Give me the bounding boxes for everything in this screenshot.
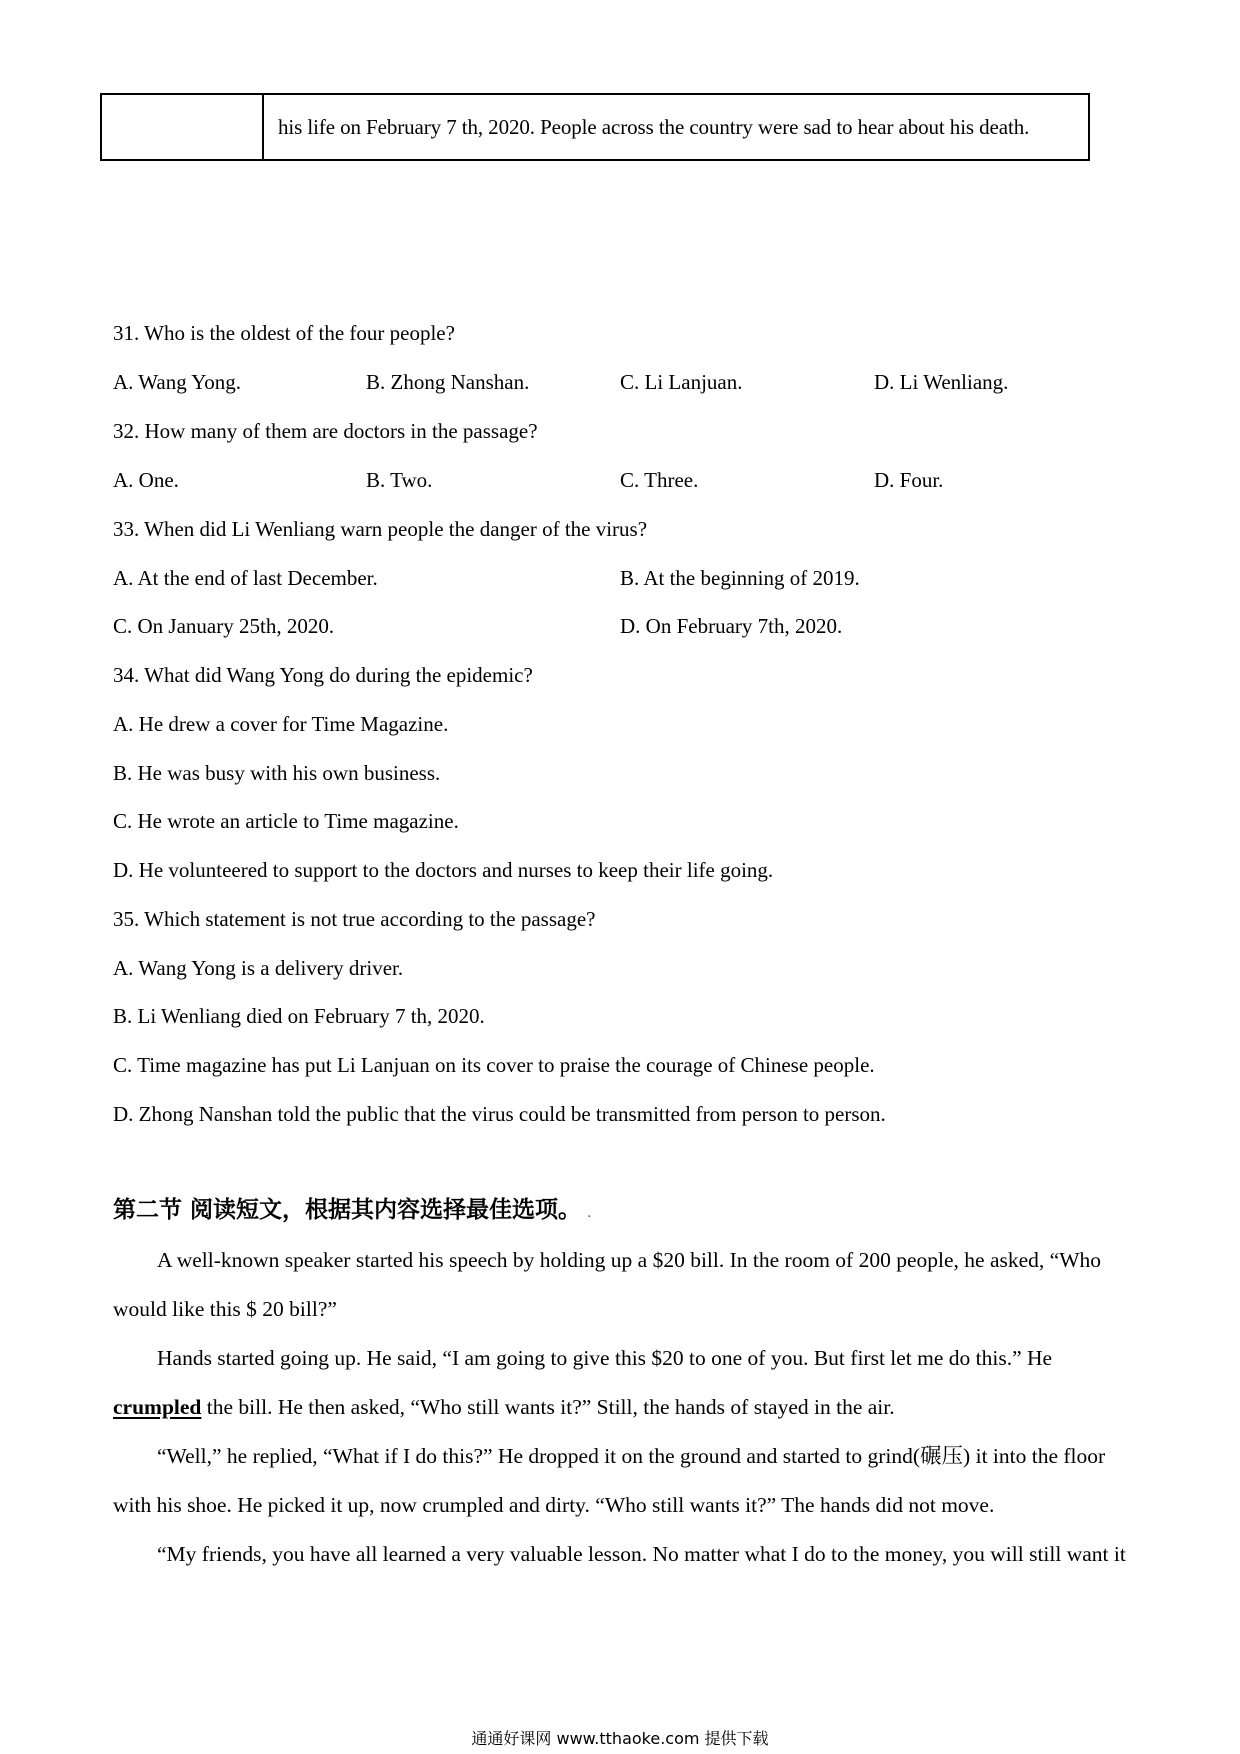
- question-31-option-d: D. Li Wenliang.: [874, 370, 1009, 394]
- question-32-option-d: D. Four.: [874, 468, 944, 492]
- passage-paragraph-3-line-2: with his shoe. He picked it up, now crumpled and dirty. “Who still wants it?” The hands did not move.: [113, 1493, 995, 1517]
- passage-paragraph-1-line-1: A well-known speaker started his speech by holding up a $20 bill. In the room of 200 people, he asked, “Who: [157, 1248, 1101, 1272]
- question-33-stem: 33. When did Li Wenliang warn people the danger of the virus?: [113, 517, 648, 541]
- table-cell-text: his life on February 7 th, 2020. People across the country were sad to hear about his death.: [263, 94, 1089, 160]
- question-31-option-a: A. Wang Yong.: [113, 370, 242, 394]
- passage-paragraph-2-line-2-rest: the bill. He then asked, “Who still wants it?” Still, the hands of stayed in the air.: [201, 1395, 895, 1419]
- question-32-option-c: C. Three.: [620, 468, 699, 492]
- passage-paragraph-1-line-2: would like this $ 20 bill?”: [113, 1297, 337, 1321]
- question-32-option-a: A. One.: [113, 468, 179, 492]
- question-35-option-c: C. Time magazine has put Li Lanjuan on its cover to praise the courage of Chinese people.: [113, 1053, 875, 1077]
- section-title-text: 第二节 阅读短文，根据其内容选择最佳选项。: [113, 1197, 582, 1223]
- table-cell-empty: [101, 94, 263, 160]
- question-32-option-b: B. Two.: [366, 468, 433, 492]
- question-35-stem: 35. Which statement is not true according to the passage?: [113, 907, 596, 931]
- question-35-option-d: D. Zhong Nanshan told the public that the virus could be transmitted from person to person.: [113, 1102, 886, 1126]
- passage-paragraph-4-line-1: “My friends, you have all learned a very valuable lesson. No matter what I do to the money, you will still want it: [157, 1542, 1126, 1566]
- question-34-option-c: C. He wrote an article to Time magazine.: [113, 809, 459, 833]
- question-33-option-b: B. At the beginning of 2019.: [620, 566, 860, 590]
- question-33-option-d: D. On February 7th, 2020.: [620, 614, 843, 638]
- question-34-option-a: A. He drew a cover for Time Magazine.: [113, 712, 449, 736]
- passage-paragraph-3-line-1: “Well,” he replied, “What if I do this?” He dropped it on the ground and started to grind(碾压) it into the floor: [157, 1444, 1106, 1468]
- question-34-stem: 34. What did Wang Yong do during the epidemic?: [113, 663, 533, 687]
- passage-paragraph-2-line-2: [113, 1397, 895, 1419]
- question-31-option-c: C. Li Lanjuan.: [620, 370, 743, 394]
- question-35-option-b: B. Li Wenliang died on February 7 th, 2020.: [113, 1004, 485, 1028]
- question-31-stem: 31. Who is the oldest of the four people?: [113, 321, 455, 345]
- question-35-option-a: A. Wang Yong is a delivery driver.: [113, 956, 404, 980]
- section-title-mark: .: [587, 1205, 592, 1221]
- question-34-option-d: D. He volunteered to support to the doctors and nurses to keep their life going.: [113, 858, 774, 882]
- vocabulary-word-crumpled: crumpled: [113, 1395, 202, 1419]
- table-row: [101, 94, 1089, 160]
- passage-paragraph-2-line-1: Hands started going up. He said, “I am going to give this $20 to one of you. But first let me do this.” He: [157, 1346, 1053, 1370]
- question-32-stem: 32. How many of them are doctors in the passage?: [113, 419, 538, 443]
- section-title: [113, 1199, 591, 1222]
- passage-table-fragment: [100, 93, 1090, 161]
- question-33-option-a: A. At the end of last December.: [113, 566, 378, 590]
- question-34-option-b: B. He was busy with his own business.: [113, 761, 441, 785]
- question-33-option-c: C. On January 25th, 2020.: [113, 614, 335, 638]
- question-31-option-b: B. Zhong Nanshan.: [366, 370, 530, 394]
- page-footer: 通通好课网 www.tthaoke.com 提供下载: [471, 1729, 769, 1748]
